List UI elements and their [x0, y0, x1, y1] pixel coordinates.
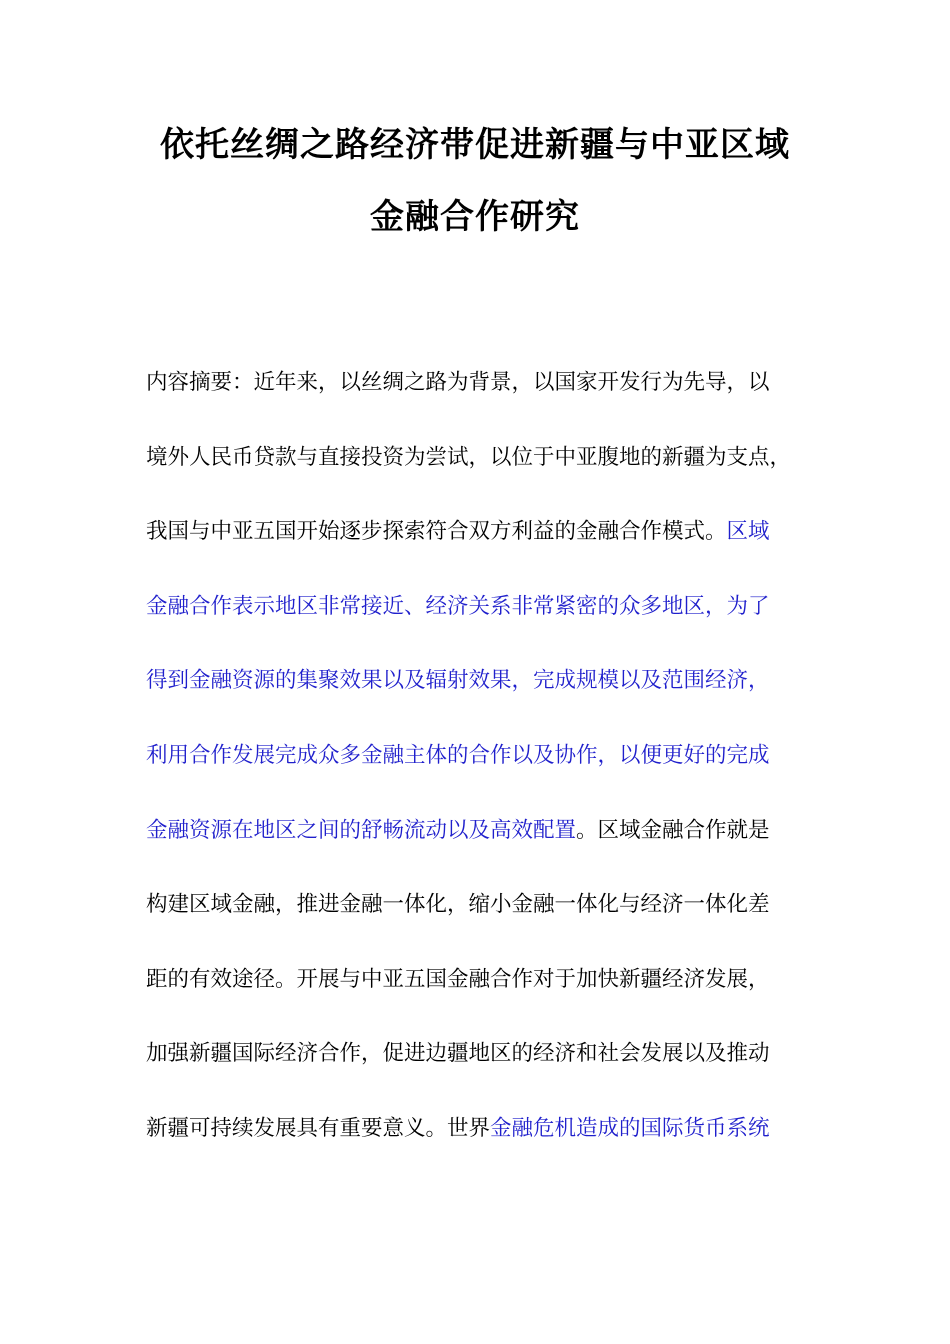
abstract-line [146, 362, 806, 437]
document-title-line-1: 依托丝绸之路经济带促进新疆与中亚区域 [160, 125, 790, 165]
abstract-line [146, 810, 806, 885]
highlighted-text: 金融危机造成的国际货币系统 [490, 1115, 770, 1141]
abstract-text: 近年来，以丝绸之路为背景，以国家开发行为先导，以 [253, 370, 770, 395]
highlighted-text: 金融资源在地区之间的舒畅流动以及高效配置 [146, 817, 577, 843]
abstract-line [146, 1108, 806, 1183]
abstract-line: 境外人民币贷款与直接投资为尝试，以位于中亚腹地的新疆为支点， [146, 444, 792, 470]
abstract-text: 我国与中亚五国开始逐步探索符合双方利益的金融合作模式。 [146, 519, 727, 545]
abstract-section [146, 362, 806, 1183]
abstract-line: 加强新疆国际经济合作，促进边疆地区的经济和社会发展以及推动 [146, 1041, 770, 1067]
document-title-line-2: 金融合作研究 [370, 197, 580, 237]
highlighted-line: 金融合作表示地区非常接近、经济关系非常紧密的众多地区，为了 [146, 593, 770, 619]
abstract-line: 距的有效途径。开展与中亚五国金融合作对于加快新疆经济发展， [146, 966, 770, 992]
abstract-line [146, 511, 806, 586]
highlighted-text: 区域 [726, 519, 770, 545]
abstract-text: 。区域金融合作就是 [576, 817, 770, 843]
abstract-text: 新疆可持续发展具有重要意义。世界 [146, 1115, 491, 1141]
abstract-line: 构建区域金融，推进金融一体化，缩小金融一体化与经济一体化差 [146, 892, 770, 918]
abstract-label: 内容摘要： [146, 370, 254, 395]
highlighted-line: 得到金融资源的集聚效果以及辐射效果，完成规模以及范围经济， [146, 668, 770, 694]
highlighted-line: 利用合作发展完成众多金融主体的合作以及协作，以便更好的完成 [146, 742, 770, 768]
